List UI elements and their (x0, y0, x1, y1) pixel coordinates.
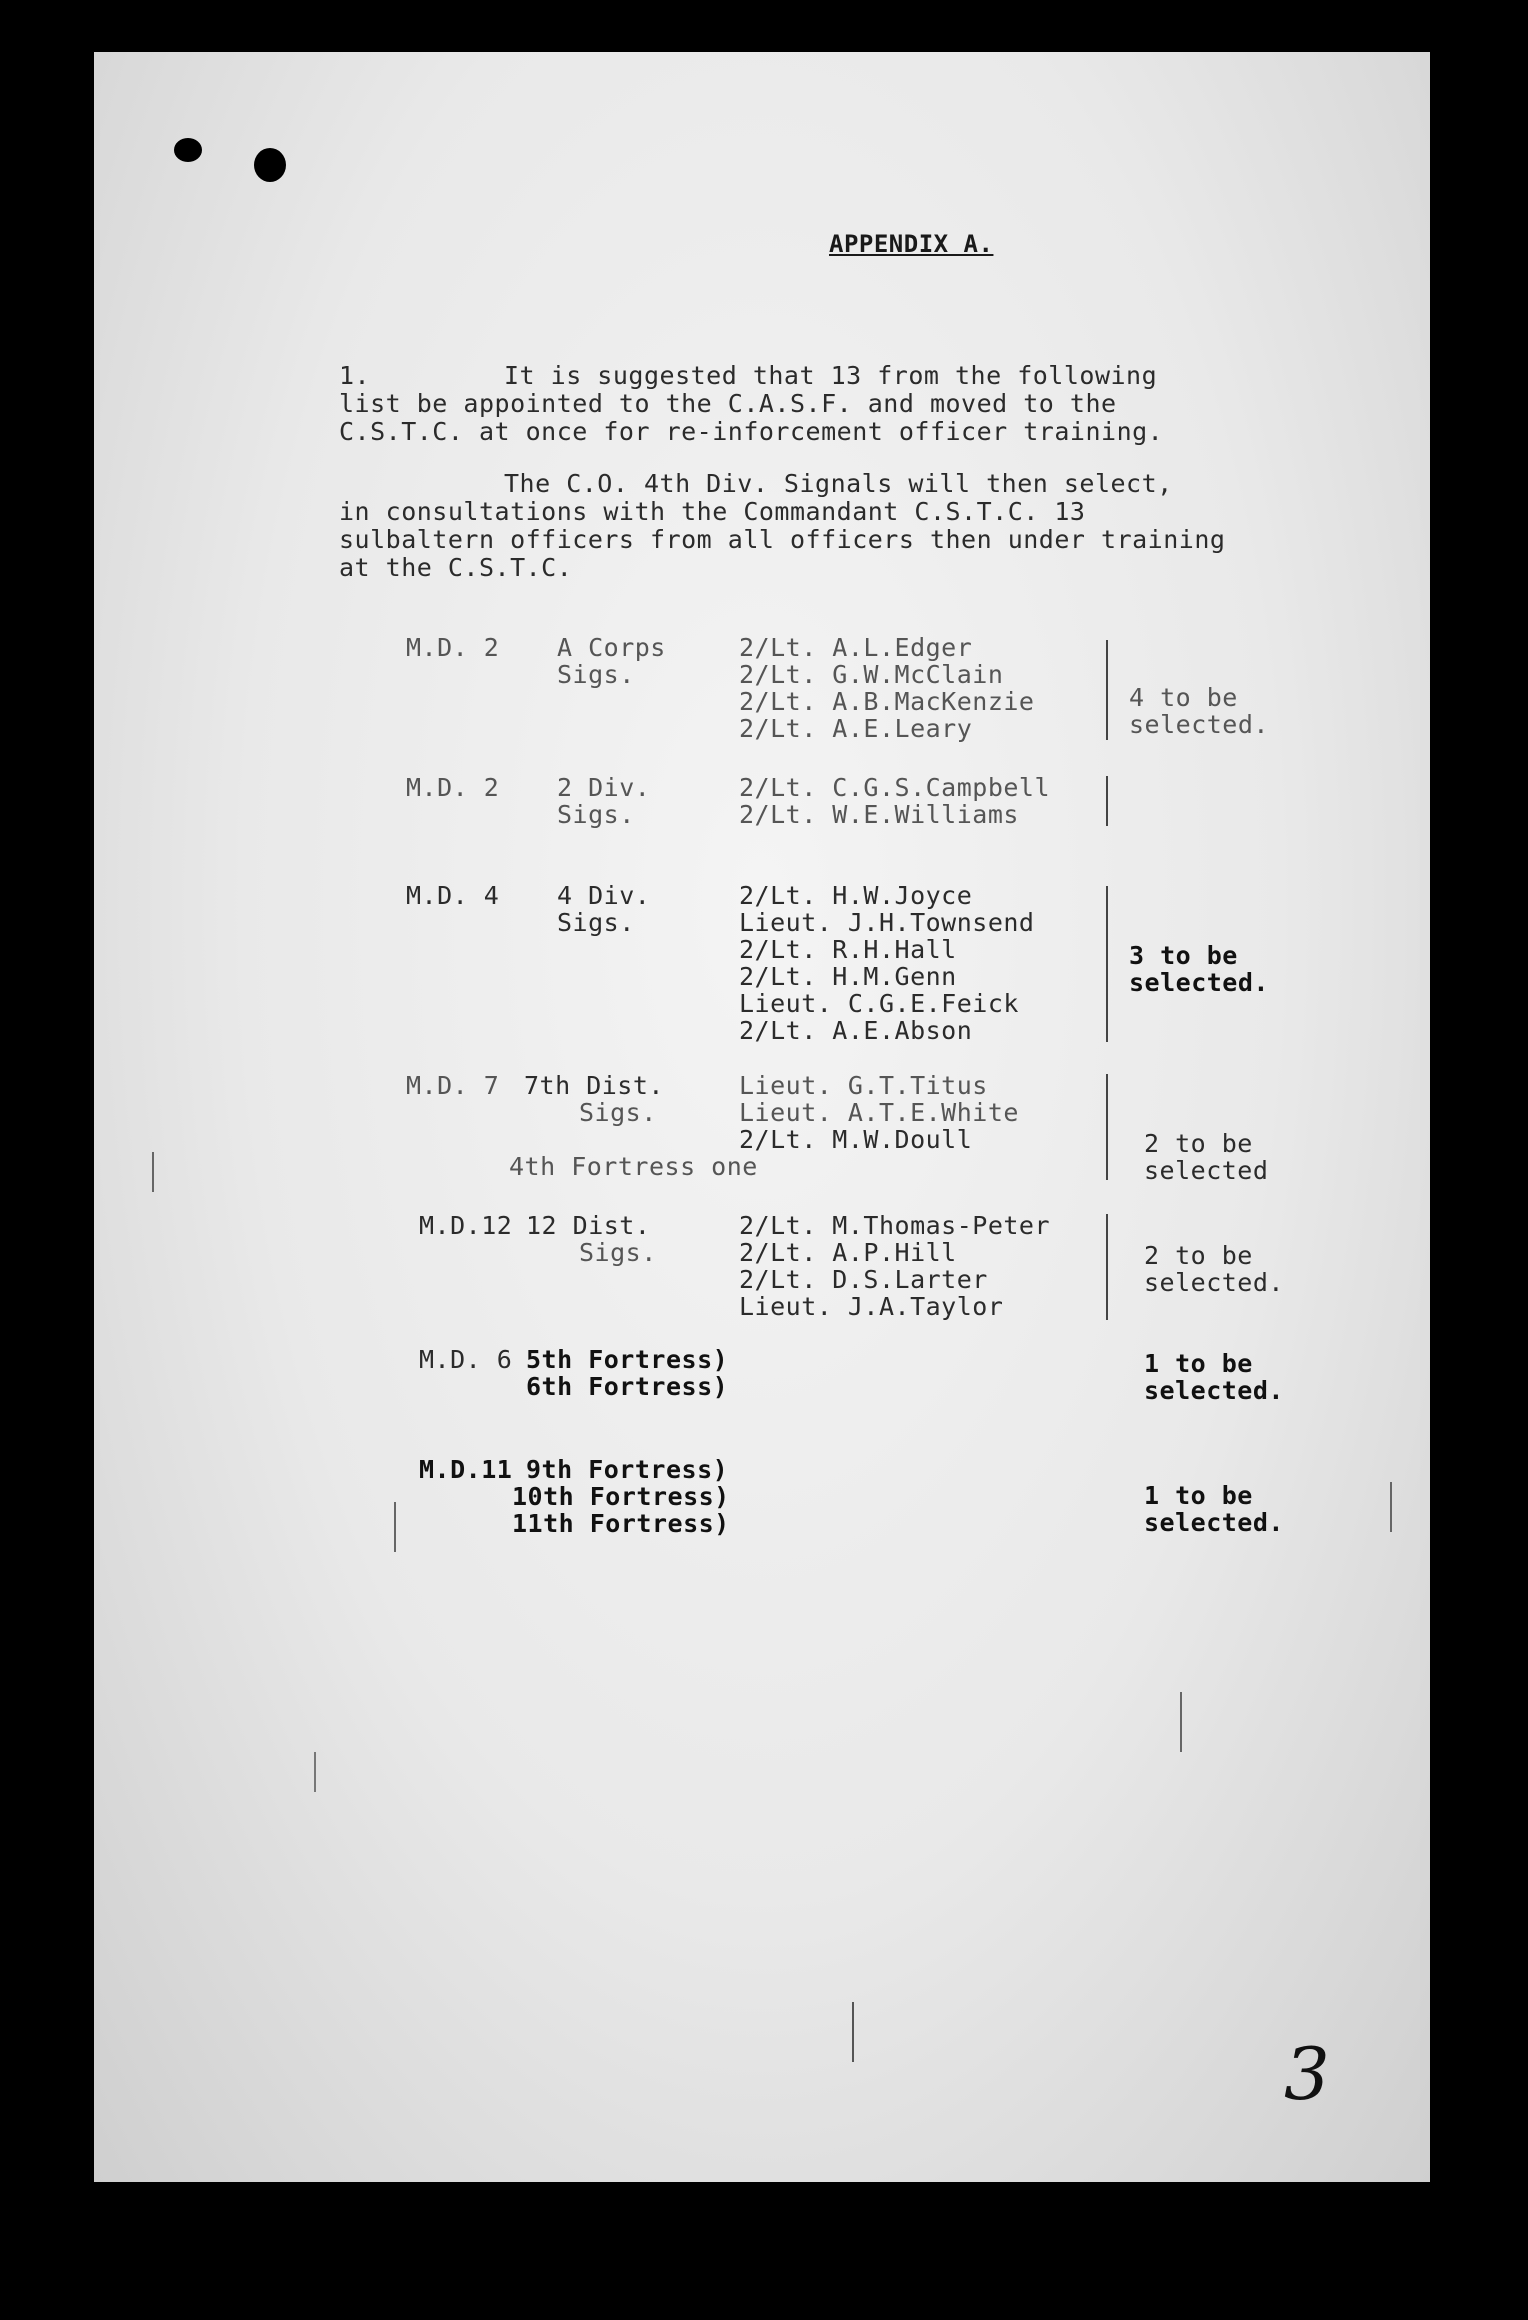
selection-note: 3 to be (1129, 941, 1238, 970)
selection-note: 2 to be (1144, 1129, 1253, 1158)
unit-line: 4 Div. (557, 881, 651, 910)
officer-entry: 2/Lt. C.G.S.Campbell (739, 773, 1051, 802)
unit-line: Sigs. (557, 908, 635, 937)
unit-line: Sigs. (557, 660, 635, 689)
unit-line: 7th Dist. (524, 1071, 664, 1100)
punch-hole (254, 148, 286, 182)
officer-entry: Lieut. C.G.E.Feick (739, 989, 1019, 1018)
officer-entry: Lieut. J.H.Townsend (739, 908, 1035, 937)
officer-entry: 2/Lt. A.E.Abson (739, 1016, 973, 1045)
unit-line: A Corps (557, 633, 666, 662)
officer-entry: 2/Lt. D.S.Larter (739, 1265, 988, 1294)
officer-entry: Lieut. G.T.Titus (739, 1071, 988, 1100)
unit-line: 12 Dist. (526, 1211, 651, 1240)
scan-artifact (314, 1752, 316, 1792)
officer-entry: 2/Lt. R.H.Hall (739, 935, 957, 964)
para1-line1: It is suggested that 13 from the following (504, 361, 1158, 390)
scan-artifact (852, 2002, 854, 2062)
para2-line4: at the C.S.T.C. (339, 553, 573, 582)
selection-note: selected (1144, 1156, 1269, 1185)
scan-artifact (1390, 1482, 1392, 1532)
officer-entry: 2/Lt. G.W.McClain (739, 660, 1004, 689)
officer-entry: 2/Lt. H.W.Joyce (739, 881, 973, 910)
para2-line2: in consultations with the Commandant C.S.T.C. 13 (339, 497, 1086, 526)
selection-note: 2 to be (1144, 1241, 1253, 1270)
bracket-line (1106, 776, 1108, 826)
officer-entry: Lieut. A.T.E.White (739, 1098, 1019, 1127)
officer-entry: 2/Lt. A.P.Hill (739, 1238, 957, 1267)
md-label: M.D. 2 (406, 633, 500, 662)
scan-artifact (152, 1152, 154, 1192)
unit-line: 10th Fortress) (512, 1482, 730, 1511)
selection-note: 1 to be (1144, 1481, 1253, 1510)
para1-line3: C.S.T.C. at once for re-inforcement officer training. (339, 417, 1164, 446)
para2-line1: The C.O. 4th Div. Signals will then select, (504, 469, 1173, 498)
md-label: M.D.11 (419, 1455, 513, 1484)
selection-note: selected. (1144, 1376, 1284, 1405)
officer-entry: 2/Lt. H.M.Genn (739, 962, 957, 991)
officer-entry: Lieut. J.A.Taylor (739, 1292, 1004, 1321)
bracket-line (1106, 640, 1108, 740)
md-label: M.D. 7 (406, 1071, 500, 1100)
md-label: M.D. 6 (419, 1345, 513, 1374)
officer-entry: 2/Lt. A.L.Edger (739, 633, 973, 662)
selection-note: selected. (1144, 1508, 1284, 1537)
fortress-extra: 4th Fortress one (509, 1152, 758, 1181)
unit-line: 6th Fortress) (526, 1372, 729, 1401)
punch-hole (174, 138, 202, 162)
page-number: 3 (1284, 2032, 1330, 2116)
appendix-title: APPENDIX A. (829, 230, 994, 258)
unit-line: Sigs. (579, 1238, 657, 1267)
officer-entry: 2/Lt. M.Thomas-Peter (739, 1211, 1051, 1240)
selection-note: 4 to be (1129, 683, 1238, 712)
md-label: M.D.12 (419, 1211, 513, 1240)
document-page (94, 52, 1430, 2182)
officer-entry: 2/Lt. M.W.Doull (739, 1125, 973, 1154)
unit-line: 11th Fortress) (512, 1509, 730, 1538)
bracket-line (1106, 1214, 1108, 1320)
bracket-line (1106, 1074, 1108, 1180)
selection-note: selected. (1129, 968, 1269, 997)
para1-line2: list be appointed to the C.A.S.F. and moved to the (339, 389, 1117, 418)
selection-note: selected. (1144, 1268, 1284, 1297)
md-label: M.D. 2 (406, 773, 500, 802)
md-label: M.D. 4 (406, 881, 500, 910)
para2-line3: sulbaltern officers from all officers then under training (339, 525, 1226, 554)
officer-entry: 2/Lt. A.E.Leary (739, 714, 973, 743)
para1-number: 1. (339, 361, 371, 390)
unit-line: 5th Fortress) (526, 1345, 729, 1374)
selection-note: 1 to be (1144, 1349, 1253, 1378)
bracket-line (1106, 886, 1108, 1042)
selection-note: selected. (1129, 710, 1269, 739)
unit-line: 2 Div. (557, 773, 651, 802)
scan-artifact (1180, 1692, 1182, 1752)
officer-entry: 2/Lt. A.B.MacKenzie (739, 687, 1035, 716)
scan-artifact (394, 1502, 396, 1552)
unit-line: Sigs. (579, 1098, 657, 1127)
unit-line: 9th Fortress) (526, 1455, 729, 1484)
unit-line: Sigs. (557, 800, 635, 829)
officer-entry: 2/Lt. W.E.Williams (739, 800, 1019, 829)
